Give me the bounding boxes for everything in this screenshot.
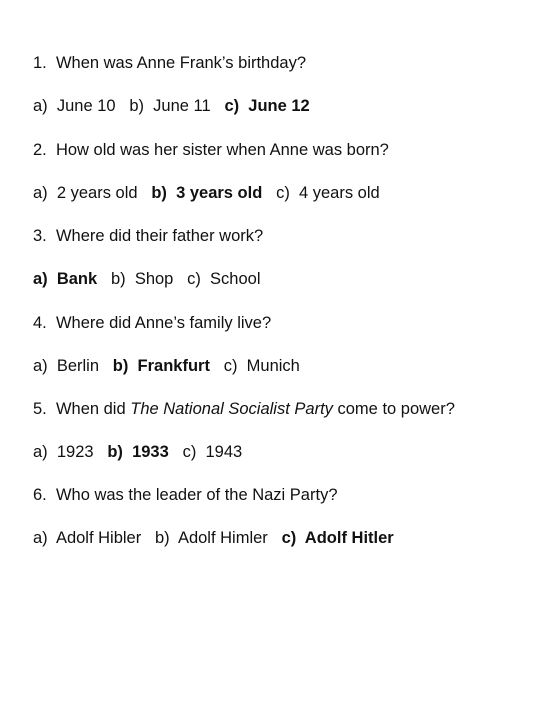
- option-letter: b): [112, 357, 129, 375]
- answer-row-4: [33, 356, 300, 376]
- option-letter: b): [110, 270, 126, 288]
- question-number: 6.: [33, 486, 47, 504]
- option-a: [33, 529, 141, 547]
- question-text: Where did their father work?: [55, 227, 264, 245]
- question-number: 5.: [33, 400, 47, 418]
- option-c: [276, 184, 380, 202]
- option-letter: c): [187, 270, 201, 288]
- answer-row-1: [33, 96, 310, 116]
- question-number: 3.: [33, 227, 47, 245]
- question-text: [56, 400, 455, 418]
- option-b: [155, 529, 268, 547]
- option-text: 1923: [56, 443, 94, 461]
- option-c-correct: [224, 97, 309, 115]
- option-text: June 12: [248, 97, 310, 115]
- question-6: [33, 485, 338, 505]
- option-letter: b): [129, 97, 144, 115]
- option-letter: b): [151, 184, 167, 202]
- question-text-start: When did: [55, 400, 131, 418]
- option-text: 3 years old: [176, 184, 263, 202]
- question-text-end: come to power?: [332, 400, 455, 418]
- option-letter: a): [33, 97, 48, 115]
- question-text: When was Anne Frank’s birthday?: [55, 54, 307, 72]
- question-number: 4.: [33, 314, 47, 332]
- option-b-correct: [151, 184, 262, 202]
- option-text: Adolf Himler: [177, 529, 268, 547]
- question-5: [33, 399, 455, 419]
- option-text: 2 years old: [56, 184, 138, 202]
- option-letter: a): [33, 529, 48, 547]
- answer-row-6: [33, 528, 394, 548]
- question-4: [33, 313, 271, 333]
- option-letter: c): [224, 97, 240, 115]
- question-text: How old was her sister when Anne was born?: [55, 141, 389, 159]
- option-a: [33, 357, 99, 375]
- option-text: 1933: [132, 443, 169, 461]
- question-1: [33, 53, 306, 73]
- option-text: Bank: [56, 270, 98, 288]
- option-a-correct: [33, 270, 97, 288]
- option-letter: b): [107, 443, 123, 461]
- option-c: [224, 357, 300, 375]
- option-b: [129, 97, 210, 115]
- option-letter: a): [33, 443, 48, 461]
- option-c: [187, 270, 260, 288]
- option-text: Adolf Hibler: [55, 529, 142, 547]
- question-number: 2.: [33, 141, 47, 159]
- option-text: Berlin: [56, 357, 100, 375]
- option-a: [33, 184, 138, 202]
- option-letter: c): [182, 443, 197, 461]
- answer-row-2: [33, 183, 380, 203]
- party-name-italic: The National Socialist Party: [130, 400, 333, 418]
- option-text: School: [210, 270, 261, 288]
- option-letter: b): [155, 529, 170, 547]
- option-text: June 11: [153, 97, 211, 115]
- question-3: [33, 226, 263, 246]
- option-b-correct: [113, 357, 210, 375]
- option-text: Adolf Hitler: [304, 529, 394, 547]
- answer-row-5: [33, 442, 242, 462]
- option-letter: c): [281, 529, 297, 547]
- answer-row-3: [33, 269, 261, 289]
- option-b-correct: [107, 443, 168, 461]
- question-text: Who was the leader of the Nazi Party?: [55, 486, 338, 504]
- question-2: [33, 140, 389, 160]
- option-text: Shop: [134, 270, 174, 288]
- option-text: 1943: [205, 443, 243, 461]
- question-text: Where did Anne’s family live?: [55, 314, 272, 332]
- question-number: 1.: [33, 54, 47, 72]
- option-letter: a): [33, 184, 48, 202]
- option-text: 4 years old: [298, 184, 380, 202]
- option-a: [33, 443, 94, 461]
- option-letter: c): [223, 357, 238, 375]
- option-text: June 10: [56, 97, 116, 115]
- option-text: Frankfurt: [137, 357, 210, 375]
- option-letter: a): [33, 270, 48, 288]
- option-c-correct: [282, 529, 394, 547]
- option-text: Munich: [246, 357, 300, 375]
- option-letter: c): [276, 184, 290, 202]
- option-a: [33, 97, 116, 115]
- option-c: [183, 443, 243, 461]
- option-b: [111, 270, 173, 288]
- option-letter: a): [33, 357, 48, 375]
